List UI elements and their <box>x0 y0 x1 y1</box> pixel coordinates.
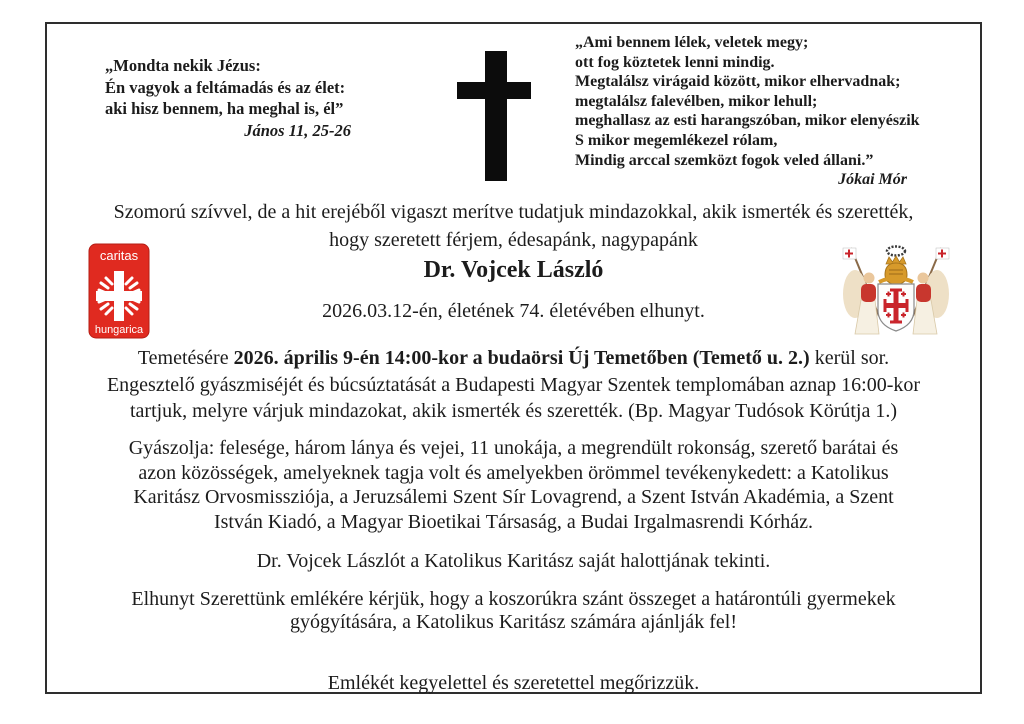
funeral-line1-suffix: kerül sor. <box>809 347 890 369</box>
text-line: Én vagyok a feltámadás és az élet: <box>105 77 346 97</box>
text-line: Megtalálsz virágaid között, mikor elhervadnak; <box>575 73 901 91</box>
funeral-line1-prefix: Temetésére <box>137 347 234 369</box>
text-line: „Ami bennem lélek, veletek megy; <box>575 34 809 51</box>
text-line: „Mondta nekik Jézus: <box>105 56 261 75</box>
scripture-quote <box>105 55 359 141</box>
text-line: Karitász Orvosmissziója, a Jeruzsálemi Szent Sír Lovagrend, a Szent István Akadémia, a Szent <box>133 486 894 508</box>
funeral-line1-bold: 2026. április 9-én 14:00-kor a budaörsi Új Temetőben (Temető u. 2.) <box>233 347 810 369</box>
text-line: hogy szeretett férjem, édesapánk, nagypapánk <box>329 229 698 251</box>
scripture-attribution: János 11, 25-26 <box>244 120 351 140</box>
karitasz-note: Dr. Vojcek Lászlót a Katolikus Karitász saját halottjának tekinti. <box>256 550 771 572</box>
holy-sepulchre-coat-of-arms <box>839 242 953 340</box>
poem-quote <box>575 33 979 190</box>
caritas-logo-word-bottom: hungarica <box>94 324 144 336</box>
funeral-line-1 <box>47 345 980 372</box>
obituary-frame <box>45 22 982 694</box>
funeral-lines-rest <box>47 372 980 425</box>
right-angel <box>913 270 949 334</box>
text-line: gyógyítására, a Katolikus Karitász számára ajánlják fel! <box>289 611 738 633</box>
text-line: ott fog köztetek lenni mindig. <box>575 53 775 71</box>
scripture-quote-lines <box>105 55 359 120</box>
text-line: S mikor megemlékezel rólam, <box>575 131 778 149</box>
deceased-name: Dr. Vojcek László <box>423 257 604 283</box>
text-line: Mindig arccal szemközt fogok veled állani.” <box>575 151 874 169</box>
left-angel <box>843 270 879 334</box>
text-line: aki hisz bennem, ha meghal is, él” <box>105 99 344 118</box>
death-date-line: 2026.03.12-én, életének 74. életévében elhunyt. <box>322 300 705 322</box>
funeral-details <box>47 345 980 425</box>
text-line: meghallasz az esti harangszóban, mikor elenyészik <box>575 112 920 130</box>
text-line: István Kiadó, a Magyar Bioetikai Társaság, a Budai Irgalmasrendi Kórház. <box>213 510 814 533</box>
text-line: Elhunyt Szerettünk emlékére kérjük, hogy a koszorúkra szánt összeget a határontúli gyermekek <box>131 588 896 610</box>
latin-cross-icon <box>456 51 532 181</box>
text-line: Gyászolja: felesége, három lánya és vejei, 11 unokája, a megrendült rokonság, szerető barátai és <box>128 437 899 459</box>
caritas-logo-word-top: caritas <box>99 248 139 263</box>
text-line: tartjuk, melyre várjuk mindazokat, akik ismerték és szerették. (Bp. Magyar Tudósok Körútja 1.) <box>129 400 898 422</box>
donation-request <box>47 588 980 634</box>
text-line: Engesztelő gyászmiséjét és búcsúztatását a Budapesti Magyar Szentek templomában aznap 16:00-kor <box>106 373 921 396</box>
mourners-paragraph <box>47 436 980 534</box>
jerusalem-cross-shield <box>878 284 914 331</box>
poem-quote-lines <box>575 33 979 170</box>
closing-line: Emlékét kegyelettel és szeretettel megőrizzük. <box>327 672 700 694</box>
poem-attribution: Jókai Mór <box>838 171 907 189</box>
helm-and-crown <box>879 247 913 286</box>
text-line: azon közösségek, amelyeknek tagja volt és amelyekben örömmel tevékenykedett: a Katolikus <box>138 461 889 484</box>
text-line: Szomorú szívvel, de a hit erejéből vigaszt merítve tudatjuk mindazokkal, akik ismerték és szerették, <box>113 201 914 223</box>
text-line: megtalálsz falevélben, mikor lehull; <box>575 92 818 110</box>
